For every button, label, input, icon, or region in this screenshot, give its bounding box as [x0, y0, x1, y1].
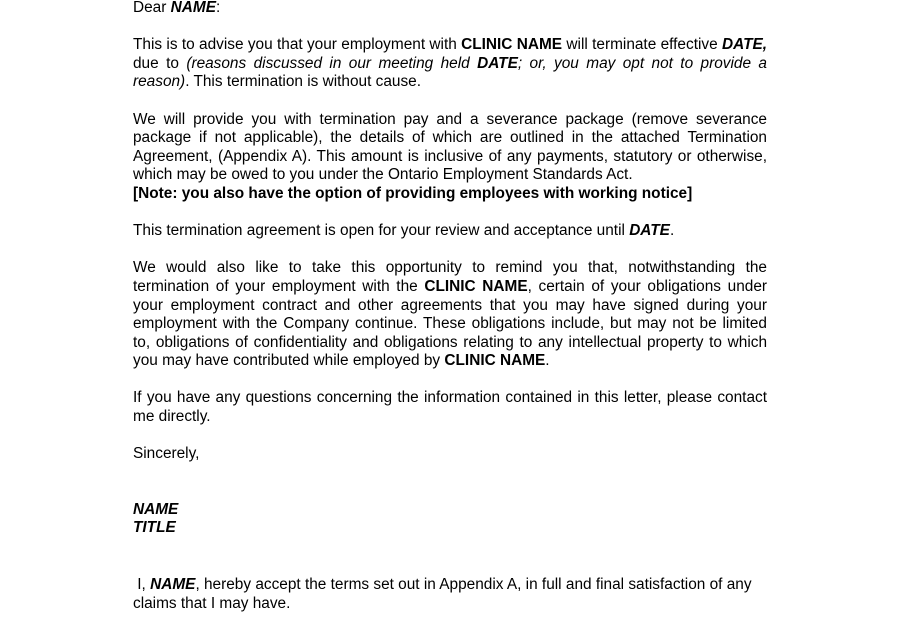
salutation — [133, 0, 767, 18]
clinic-name-placeholder: CLINIC NAME — [424, 277, 528, 295]
salutation-colon: : — [215, 0, 221, 16]
clinic-name-placeholder: CLINIC NAME — [461, 36, 563, 54]
para4-text-3: . — [545, 352, 550, 370]
para4-text-2: , certain of your obligations under your employment contract and other agreements that you may have signed during your employment with the Company continue. These obligations include, but may not be limited to, obligations of confidentiality and obligations relating to any intellectual property to which you may have contributed while employed by — [133, 277, 768, 370]
reasons-text-1: (reasons discussed in our meeting held — [186, 54, 478, 72]
para1-text-2: will terminate effective — [562, 36, 722, 54]
employee-name-placeholder: NAME — [150, 576, 196, 594]
reasons-text-2: ; or, you may opt not to provide a reason) — [133, 54, 767, 91]
meeting-date-placeholder: DATE — [477, 54, 518, 72]
salutation-name-placeholder: NAME — [170, 0, 216, 16]
termination-notice-paragraph — [133, 36, 767, 92]
para3-period: . — [669, 222, 675, 240]
para3-text: This termination agreement is open for your review and acceptance until — [133, 222, 630, 240]
para1-text-4: . This termination is without cause. — [185, 73, 421, 91]
acceptance-statement — [133, 576, 767, 613]
effective-date-placeholder: DATE, — [721, 36, 768, 54]
acceptance-date-placeholder: DATE — [629, 222, 670, 240]
signature-space — [133, 464, 767, 501]
severance-paragraph: We will provide you with termination pay and a severance package (remove severance package if not applicable), the details of which are outlined in the attached Termination Agreement, (Appendix A). This amount is inclusive of any payments, statutory or otherwise, which may be owed to you under the Ontario Employment Standards Act. — [133, 110, 767, 184]
obligations-paragraph — [133, 259, 767, 371]
para4-text-1: We would also like to take this opportunity to remind you that, notwithstanding the termination of your employment with the — [133, 259, 767, 295]
clinic-name-placeholder: CLINIC NAME — [444, 352, 546, 370]
signatory-title-placeholder: TITLE — [133, 519, 176, 537]
signatory-name-placeholder: NAME — [133, 500, 179, 518]
acceptance-text-2: , hereby accept the terms set out in Appendix A, in full and final satisfaction of any claims that I may have. — [133, 576, 752, 612]
closing-sincerely: Sincerely, — [133, 445, 200, 463]
letter-body — [133, 0, 767, 613]
salutation-dear: Dear — [133, 0, 171, 16]
working-notice-note: [Note: you also have the option of providing employees with working notice] — [133, 184, 693, 202]
questions-paragraph: If you have any questions concerning the information contained in this letter, please contact me directly. — [133, 389, 767, 426]
review-deadline-paragraph — [133, 222, 767, 241]
acceptance-text-1: I, — [133, 576, 151, 594]
para1-text-1: This is to advise you that your employment with — [133, 36, 462, 54]
para1-text-3: due to — [133, 54, 187, 72]
acceptance-space — [133, 538, 767, 576]
